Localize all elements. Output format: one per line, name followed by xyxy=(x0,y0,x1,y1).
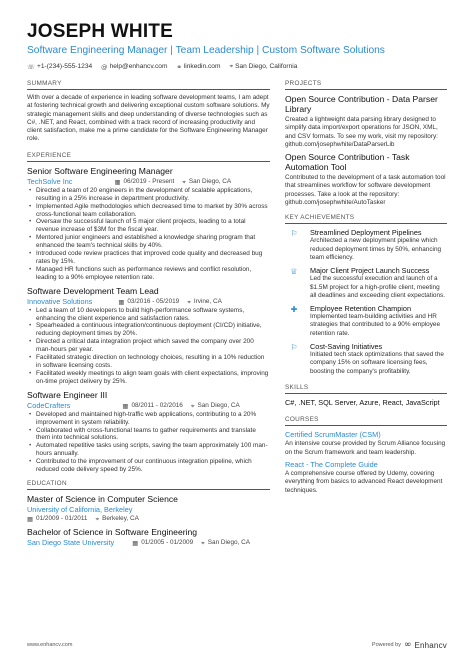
trophy-icon: ♕ xyxy=(290,267,298,277)
job-entry xyxy=(27,390,270,474)
education-meta xyxy=(27,538,270,548)
achievement-item xyxy=(285,228,447,262)
email-text[interactable]: help@enhancv.com xyxy=(109,63,168,70)
job-bullet: • Facilitated strategic direction on technology choices, resulting in a 10% reduction in software licensing costs. xyxy=(27,354,270,370)
job-bullet: • Directed a team of 20 engineers in the development of scalable applications, resulting in a 25% increase in department productivity. xyxy=(27,187,270,203)
job-dates-text: 03/2016 - 05/2019 xyxy=(127,297,180,305)
job-dates xyxy=(122,401,182,411)
courses-heading: COURSES xyxy=(285,416,447,426)
job-location-text: Irvine, CA xyxy=(193,297,222,305)
job-title: Software Engineer III xyxy=(27,389,108,400)
handshake-icon: ✚ xyxy=(290,305,298,315)
enhancv-logo-icon: ∞ xyxy=(403,640,412,650)
project-text: Contributed to the development of a task automation tool that streamlines workflow for software development processes. Take a look at the repository: github.com/josephwhite/AutoTasker xyxy=(285,174,446,207)
degree-title: Master of Science in Computer Science xyxy=(27,493,178,504)
job-meta xyxy=(27,401,270,411)
education-location xyxy=(95,514,138,524)
school-name[interactable]: San Diego State University xyxy=(27,537,115,547)
achievements-heading: KEY ACHIEVEMENTS xyxy=(285,214,447,224)
course-entry xyxy=(285,460,447,495)
job-bullet: • Implemented Agile methodologies which decreased time to market by 30% across cross-functional team collaboration. xyxy=(27,203,270,219)
education-heading: EDUCATION xyxy=(27,480,270,490)
education-dates-text: 01/2009 - 01/2011 xyxy=(36,514,88,522)
project-title: Open Source Contribution - Task Automation Tool xyxy=(285,152,410,173)
summary-text: With over a decade of experience in leading software development teams, I am adept at fostering technical growth and delivering exceptional custom software solutions. My strategic management skills and deep understanding of diverse technologies such as C#, .NET, and React, combined with a track record of increasing productivity and client satisfaction, make me a prime candidate for the Software Engineering Manager role. xyxy=(27,94,270,143)
education-dates-row xyxy=(27,514,270,524)
education-location xyxy=(201,538,250,548)
job-dates-text: 06/2019 - Present xyxy=(123,177,175,185)
job-dates xyxy=(118,297,179,307)
project-text: Created a lightweight data parsing library designed to simplify data import/export operations for JSON, XML, and CSV formats. To see my work, visit my repository: github.com/josephwhite/DataParserLib xyxy=(285,116,438,148)
email-icon: @ xyxy=(101,62,108,71)
job-bullet: • Led a team of 10 developers to build high-performance software systems, enhancing the client experience and satisfaction rates. xyxy=(27,307,270,323)
footer-website[interactable]: www.enhancv.com xyxy=(27,642,73,648)
projects-heading: PROJECTS xyxy=(285,80,447,90)
achievement-title: Employee Retention Champion xyxy=(310,304,411,314)
education-location-text: San Diego, CA xyxy=(207,538,251,546)
linkedin-text[interactable]: linkedin.com xyxy=(183,63,221,70)
education-dates-text: 01/2005 - 01/2009 xyxy=(141,538,194,546)
job-location-text: San Diego, CA xyxy=(197,401,240,409)
brand-name: Enhancv xyxy=(414,640,447,650)
course-title[interactable]: Certified ScrumMaster (CSM) xyxy=(285,430,381,440)
job-bullet: • Managed HR functions such as performance reviews and conflict resolution, leading to a 90% employee retention rate. xyxy=(27,266,270,282)
achievement-title: Cost-Saving Initiatives xyxy=(310,342,383,352)
left-column xyxy=(27,80,270,548)
job-bullet: • Contributed to the improvement of our continuous integration pipeline, which reduced code delivery speed by 25%. xyxy=(27,458,270,474)
job-location xyxy=(187,297,222,307)
calendar-icon: ▦ xyxy=(27,514,34,523)
location-icon: ⌖ xyxy=(187,297,191,306)
job-location-text: San Diego, CA xyxy=(188,177,232,185)
calendar-icon: ▦ xyxy=(114,177,121,186)
candidate-name: JOSEPH WHITE xyxy=(27,21,173,42)
skills-heading: SKILLS xyxy=(285,384,447,394)
resume-header xyxy=(27,22,447,71)
location-text: San Diego, California xyxy=(235,63,298,70)
education-entry xyxy=(27,494,270,524)
candidate-title: Software Engineering Manager | Team Leadership | Custom Software Solutions xyxy=(27,45,385,56)
education-dates xyxy=(27,514,87,524)
education-location-text: Berkeley, CA xyxy=(102,514,139,522)
achievement-title: Major Client Project Launch Success xyxy=(310,266,430,276)
project-entry xyxy=(285,152,447,207)
job-location xyxy=(191,401,240,411)
job-meta xyxy=(27,177,270,187)
achievement-item xyxy=(285,266,447,300)
achievement-text: Initiated tech stack optimizations that saved the company 15% on software licensing fees, boosting the company's profitability. xyxy=(310,351,444,375)
location-icon: ⌖ xyxy=(182,177,186,186)
contact-row xyxy=(27,62,447,71)
job-bullet: • Spearheaded a continuous integration/continuous deployment (CI/CD) initiative, reducing deployment times by 20%. xyxy=(27,322,270,338)
education-dates xyxy=(132,538,193,548)
company-name[interactable]: TechSolve Inc xyxy=(27,176,73,186)
education-entry xyxy=(27,527,270,548)
job-bullet: • Automated repetitive tasks using scripts, saving the team approximately 100 man-hours annually. xyxy=(27,442,270,458)
footer-brand xyxy=(372,640,447,650)
contact-email[interactable] xyxy=(101,63,167,71)
course-entry xyxy=(285,430,447,457)
contact-phone xyxy=(27,63,92,71)
job-entry xyxy=(27,166,270,282)
location-icon: ⌖ xyxy=(190,401,195,410)
calendar-icon: ▦ xyxy=(132,538,139,547)
company-name[interactable]: Innovative Solutions xyxy=(27,296,93,306)
course-text: An intensive course provided by Scrum Alliance focusing on the Scrum framework and team leadership. xyxy=(285,440,446,456)
skills-list: C#, .NET, SQL Server, Azure, React, JavaScript xyxy=(285,397,440,407)
job-dates xyxy=(114,177,174,187)
page-footer xyxy=(27,640,447,650)
contact-location xyxy=(229,62,297,71)
phone-text: +1-(234)-555-1234 xyxy=(37,63,93,70)
company-name[interactable]: CodeCrafters xyxy=(27,400,71,410)
job-title: Software Development Team Lead xyxy=(27,285,159,296)
job-dates-text: 08/2011 - 02/2016 xyxy=(131,401,183,409)
job-bullet: • Collaborated with cross-functional teams to gather requirements and translate them into technical solutions. xyxy=(27,427,270,443)
achievement-title: Streamlined Deployment Pipelines xyxy=(310,228,422,238)
flag-icon: ⚐ xyxy=(290,229,298,239)
job-bullet: • Oversaw the successful launch of 5 major client projects, leading to a total revenue increase of $3M for the fiscal year. xyxy=(27,218,270,234)
achievement-text: Implemented team-building activities and HR strategies that contributed to a 90% employee retention rate. xyxy=(310,313,441,337)
job-bullet: • Introduced code review practices that improved code quality and decreased bug rates by 15%. xyxy=(27,250,270,266)
project-title: Open Source Contribution - Data Parser Library xyxy=(285,94,438,114)
right-column xyxy=(285,80,447,495)
job-bullet: • Developed and maintained high-traffic web applications, contributing to a 20% improvement in system reliability. xyxy=(27,411,270,427)
course-text: A comprehensive course offered by Udemy, covering everything from basics to advanced React development techniques. xyxy=(285,470,443,494)
course-title[interactable]: React - The Complete Guide xyxy=(285,460,378,470)
job-bullet: • Mentored junior engineers and established a knowledge sharing program that enhanced the team's technical skills by 40%. xyxy=(27,234,270,250)
calendar-icon: ▦ xyxy=(122,401,129,410)
location-icon: ⌖ xyxy=(201,538,205,547)
link-icon: ⚭ xyxy=(176,62,182,71)
project-entry xyxy=(285,94,447,149)
location-icon: ⌖ xyxy=(95,514,100,523)
achievement-text: Led the successful execution and launch of a $1.5M project for a high-profile client, meeting all deadlines and exceeding client expectations. xyxy=(310,275,446,299)
school-name[interactable]: University of California, Berkeley xyxy=(27,504,133,514)
achievement-item xyxy=(285,342,447,376)
location-icon: ⌖ xyxy=(229,62,234,70)
job-entry xyxy=(27,286,270,386)
summary-heading: SUMMARY xyxy=(27,80,270,90)
job-bullet: • Facilitated weekly meetings to align team goals with client expectations, improving on-time project delivery by 25%. xyxy=(27,370,270,386)
calendar-icon: ▦ xyxy=(118,297,125,306)
job-title: Senior Software Engineering Manager xyxy=(27,165,173,176)
job-meta xyxy=(27,297,270,307)
flag-icon: ⚐ xyxy=(290,343,298,353)
degree-title: Bachelor of Science in Software Engineering xyxy=(27,526,198,537)
achievement-item xyxy=(285,304,447,338)
powered-by-text: Powered by xyxy=(371,642,401,648)
experience-heading: EXPERIENCE xyxy=(27,152,270,162)
job-location xyxy=(182,177,231,187)
achievement-text: Architected a new deployment pipeline which reduced deployment times by 50%, enhancing team efficiency. xyxy=(310,237,442,261)
phone-icon: ☏ xyxy=(27,62,35,71)
job-bullet: • Directed a critical data integration project which saved the company over 200 man-hours per year. xyxy=(27,338,270,354)
contact-linkedin[interactable] xyxy=(176,63,220,71)
